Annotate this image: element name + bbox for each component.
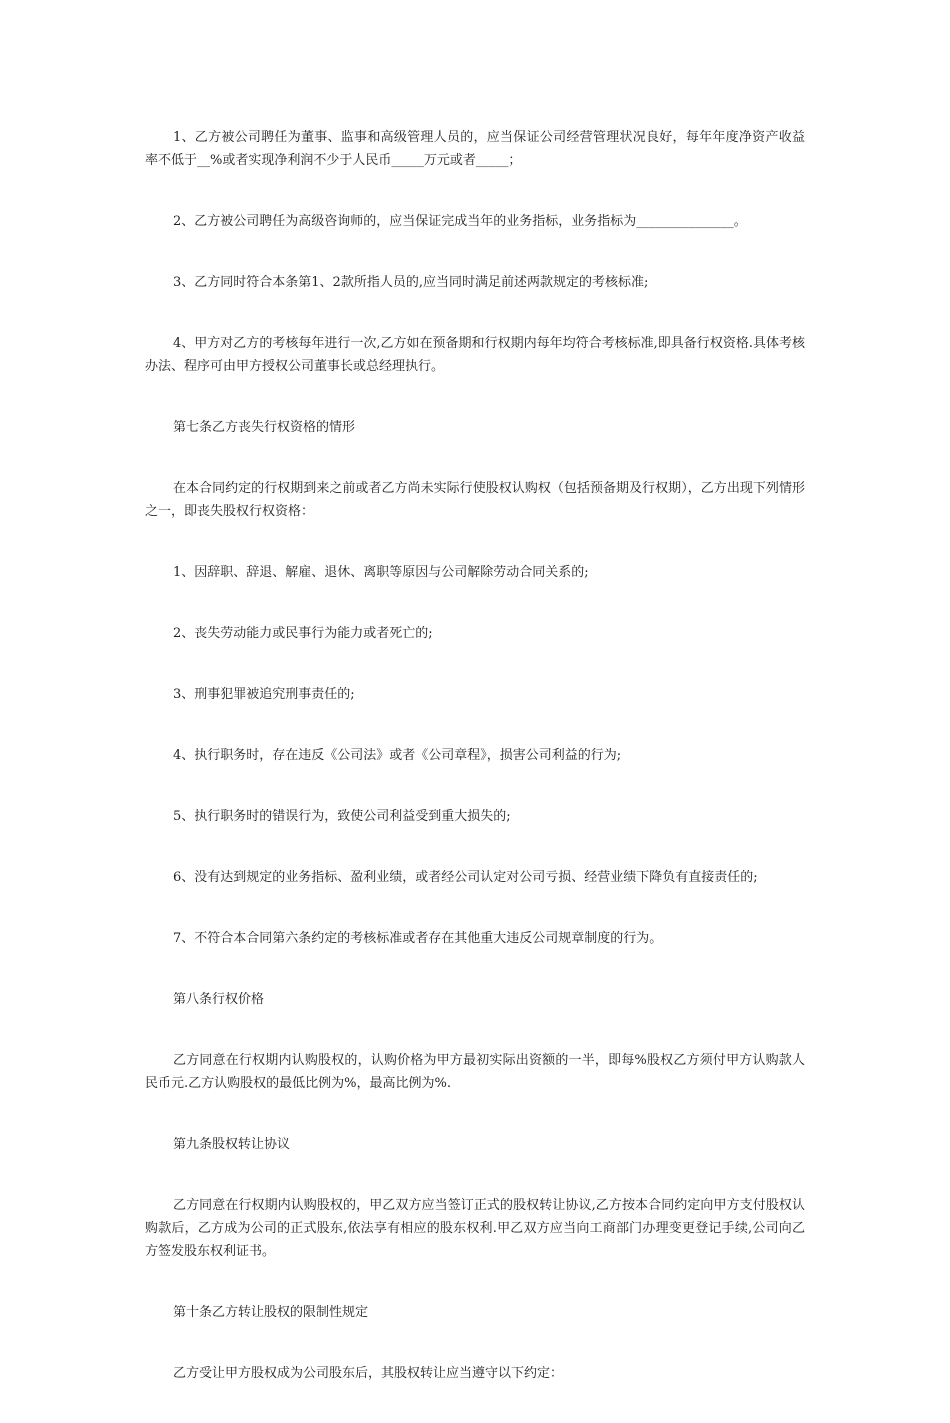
clause-7-item-7: 7、不符合本合同第六条约定的考核标准或者存在其他重大违反公司规章制度的行为。 — [173, 931, 663, 946]
clause-9-heading: 第九条股权转让协议 — [173, 1137, 291, 1152]
clause-6-item-3: 3、乙方同时符合本条第1、2款所指人员的,应当同时满足前述两款规定的考核标准; — [173, 275, 649, 290]
clause-6-item-2: 2、乙方被公司聘任为高级咨询师的，应当保证完成当年的业务指标，业务指标为_______________。 — [173, 214, 747, 229]
clause-9-body: 乙方同意在行权期内认购股权的，甲乙双方应当签订正式的股权转让协议,乙方按本合同约定向甲方支付股权认购款后，乙方成为公司的正式股东,依法享有相应的股东权利.甲乙双方应当向工商部门办理变更登记手续,公司向乙方签发股东权利证书。 — [145, 1198, 805, 1259]
clause-7-item-4: 4、执行职务时，存在违反《公司法》或者《公司章程》，损害公司利益的行为; — [173, 748, 622, 763]
clause-10-intro: 乙方受让甲方股权成为公司股东后，其股权转让应当遵守以下约定： — [173, 1366, 564, 1381]
clause-7-item-3: 3、刑事犯罪被追究刑事责任的; — [173, 687, 355, 702]
clause-7-item-1: 1、因辞职、辞退、解雇、退休、离职等原因与公司解除劳动合同关系的; — [173, 565, 589, 580]
clause-7-heading: 第七条乙方丧失行权资格的情形 — [173, 420, 356, 435]
clause-7-item-6: 6、没有达到规定的业务指标、盈利业绩，或者经公司认定对公司亏损、经营业绩下降负有直接责任的; — [173, 870, 758, 885]
clause-6-item-1: 1、乙方被公司聘任为董事、监事和高级管理人员的，应当保证公司经营管理状况良好，每年年度净资产收益率不低于__%或者实现净利润不少于人民币_____万元或者_____； — [145, 130, 805, 168]
document-body — [145, 126, 805, 1423]
clause-7-item-5: 5、执行职务时的错误行为，致使公司利益受到重大损失的; — [173, 809, 511, 824]
clause-8-heading: 第八条行权价格 — [173, 992, 265, 1007]
clause-7-item-2: 2、丧失劳动能力或民事行为能力或者死亡的; — [173, 626, 433, 641]
clause-8-body: 乙方同意在行权期内认购股权的，认购价格为甲方最初实际出资额的一半，即每%股权乙方须付甲方认购款人民币元.乙方认购股权的最低比例为%，最高比例为%. — [145, 1053, 805, 1091]
clause-7-intro: 在本合同约定的行权期到来之前或者乙方尚未实际行使股权认购权（包括预备期及行权期），乙方出现下列情形之一，即丧失股权行权资格： — [145, 481, 805, 519]
clause-6-item-4: 4、甲方对乙方的考核每年进行一次,乙方如在预备期和行权期内每年均符合考核标准,即具备行权资格.具体考核办法、程序可由甲方授权公司董事长或总经理执行。 — [145, 336, 805, 374]
clause-10-heading: 第十条乙方转让股权的限制性规定 — [173, 1305, 369, 1320]
